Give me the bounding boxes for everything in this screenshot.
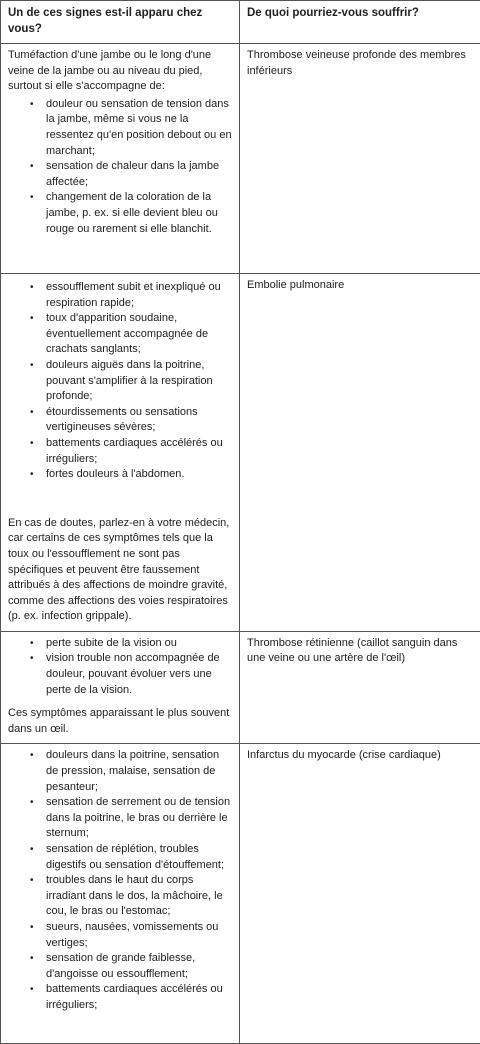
table-row [1,44,480,274]
list-item: • douleurs aiguës dans la poitrine, pouvant s'amplifier à la respiration profonde; [46,358,232,405]
symptoms-cell [1,744,240,1044]
symptom-note: En cas de doutes, parlez-en à votre médecin, car certains de ces symptômes tels que la toux ou l'essoufflement ne sont pas spécifiques et peuvent être faussement attribués à des affections de moindre gravité, comme des affections des voies respiratoires (p. ex. infection grippale). [8,516,232,625]
header-condition: De quoi pourriez-vous souffrir? [240,1,480,44]
symptom-intro: Tuméfaction d'une jambe ou le long d'une veine de la jambe ou au niveau du pied, surtout si elle s'accompagne de: [8,48,232,95]
symptoms-cell [1,44,240,274]
symptoms-cell [1,274,240,632]
condition-cell: Infarctus du myocarde (crise cardiaque) [240,744,480,1044]
list-item: • sensation de grande faiblesse, d'angoisse ou essoufflement; [46,951,232,982]
list-item: • battements cardiaques accélérés ou irréguliers; [46,982,232,1013]
list-item: • sensation de serrement ou de tension dans la poitrine, le bras ou derrière le sternum; [46,795,232,842]
list-item: • essoufflement subit et inexpliqué ou respiration rapide; [46,280,232,311]
list-item: • battements cardiaques accélérés ou irréguliers; [46,436,232,467]
symptom-list [8,97,232,237]
list-item: • vision trouble non accompagnée de douleur, pouvant évoluer vers une perte de la vision. [46,651,232,698]
list-item: • fortes douleurs à l'abdomen. [46,467,232,483]
list-item: • étourdissements ou sensations vertigineuses sévères; [46,405,232,436]
list-item: • douleurs dans la poitrine, sensation de pression, malaise, sensation de pesanteur; [46,748,232,795]
symptom-list [8,280,232,483]
list-item: • sensation de réplétion, troubles digestifs ou sensation d'étouffement; [46,842,232,873]
table-header-row [1,1,480,44]
list-item: • sensation de chaleur dans la jambe affectée; [46,159,232,190]
list-item: • sueurs, nausées, vomissements ou vertiges; [46,920,232,951]
list-item: • toux d'apparition soudaine, éventuellement accompagnée de crachats sanglants; [46,311,232,358]
condition-cell: Thrombose veineuse profonde des membres inférieurs [240,44,480,274]
symptom-list [8,636,232,698]
table-row [1,274,480,632]
condition-cell: Embolie pulmonaire [240,274,480,632]
list-item: • perte subite de la vision ou [46,636,232,652]
symptom-list [8,748,232,1013]
symptoms-cell [1,631,240,744]
list-item: • troubles dans le haut du corps irradiant dans le dos, la mâchoire, le cou, le bras ou l'estomac; [46,873,232,920]
list-item: • douleur ou sensation de tension dans la jambe, même si vous ne la ressentez qu'en position debout ou en marchant; [46,97,232,159]
header-signs: Un de ces signes est-il apparu chez vous? [1,1,240,44]
symptom-note: Ces symptômes apparaissant le plus souvent dans un œil. [8,706,232,737]
table-row [1,631,480,744]
table-row [1,744,480,1044]
list-item: • changement de la coloration de la jambe, p. ex. si elle devient bleu ou rouge ou rarement si elle blanchit. [46,190,232,237]
condition-cell: Thrombose rétinienne (caillot sanguin dans une veine ou une artère de l'œil) [240,631,480,744]
